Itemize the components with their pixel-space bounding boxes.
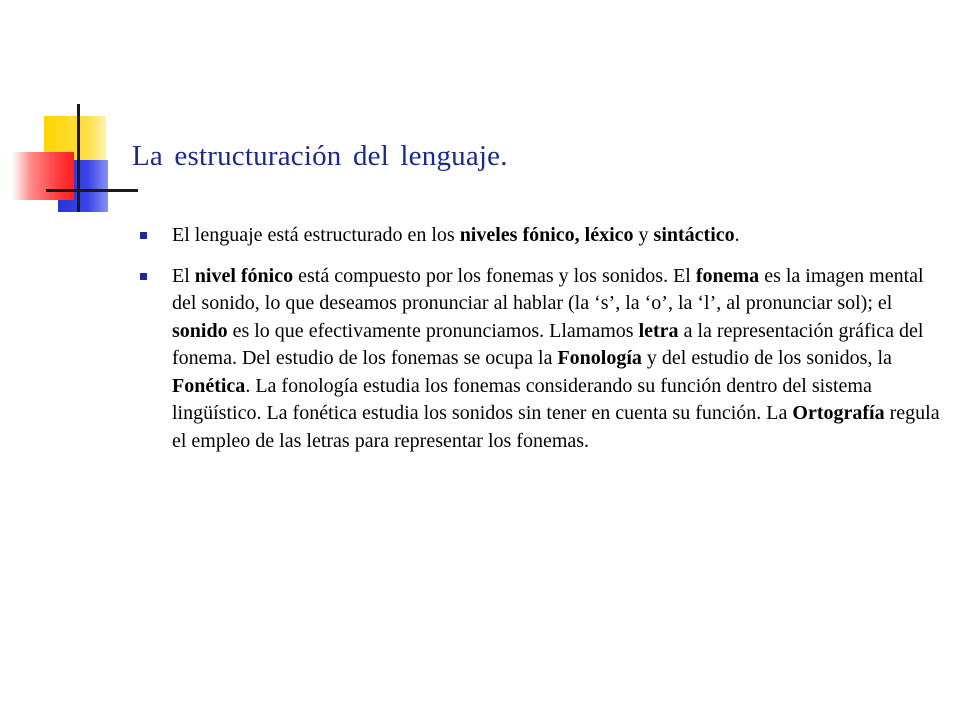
bullet-segment: y — [633, 224, 654, 246]
bold-term: Fonética — [172, 374, 246, 397]
red-square-shape — [12, 152, 74, 200]
bullet-segment: a la representación gráfica del fonema. Del estudio de los fonemas se ocupa la — [172, 319, 924, 369]
bold-term: letra — [638, 319, 679, 342]
bullet-segment: . — [734, 224, 740, 246]
bold-term: Ortografía — [792, 402, 885, 424]
bullet-segment: y del estudio de los sonidos, la — [641, 347, 892, 369]
corner-decoration — [0, 0, 140, 220]
bold-term: fonema — [695, 264, 760, 287]
bold-term: sintáctico — [653, 224, 735, 246]
bold-term: Fonología — [557, 347, 642, 369]
square-bullet-icon — [140, 232, 147, 239]
square-bullet-icon — [140, 273, 147, 280]
bullet-segment: es la imagen mental del sonido, lo que deseamos pronunciar al hablar (la ‘s’, la ‘o’, la ‘l’, al pronunciar sol); el — [172, 264, 924, 314]
horizontal-line-shape — [46, 189, 138, 192]
bullet-segment: El — [172, 264, 195, 287]
vertical-line-shape — [77, 104, 80, 212]
bold-term: sonido — [172, 319, 228, 342]
bullet-segment: El lenguaje está estructurado en los — [172, 224, 460, 246]
bold-term: niveles fónico, léxico — [459, 224, 634, 246]
bullet-item — [140, 263, 940, 456]
bullet-segment: está compuesto por los fonemas y los sonidos. El — [293, 264, 696, 287]
bullet-segment: . La fonología estudia los fonemas considerando su función dentro del sistema lingüístico. La fonética estudia los sonidos sin tener en cuenta su función. La — [172, 374, 872, 424]
bullet-segment: regula el empleo de las letras para representar los fonemas. — [172, 402, 940, 452]
slide-title: La estructuración del lenguaje. — [132, 140, 508, 172]
bold-term: nivel fónico — [194, 264, 294, 287]
bullet-segment: es lo que efectivamente pronunciamos. Llamamos — [227, 319, 639, 342]
bullet-item — [140, 222, 940, 250]
bullet-list — [140, 222, 940, 468]
